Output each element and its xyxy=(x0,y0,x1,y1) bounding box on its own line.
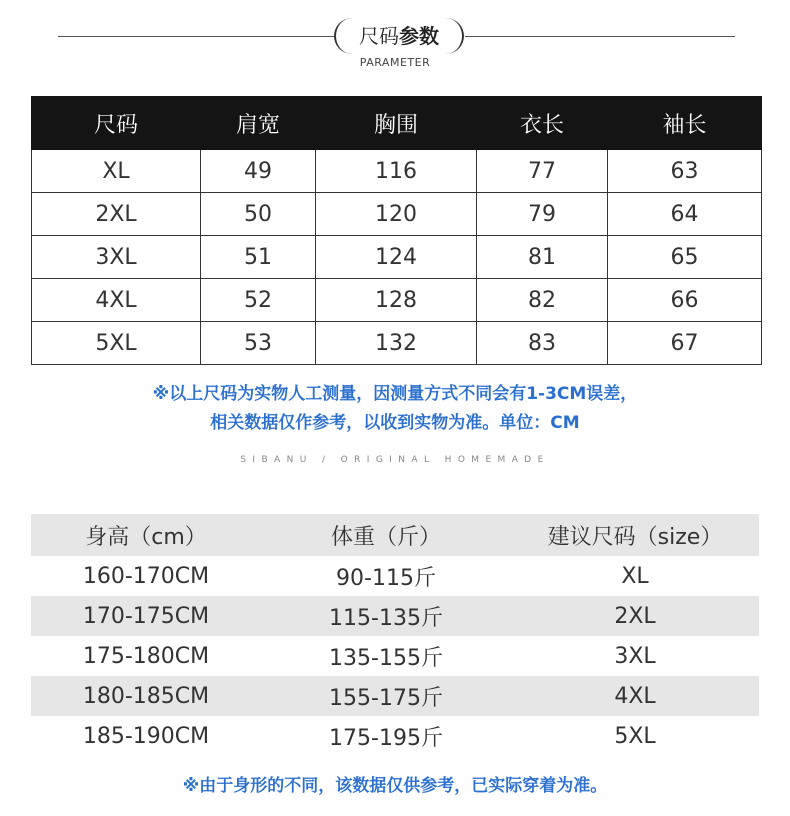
title-part-1: 尺码 xyxy=(359,24,399,48)
table-cell: 51 xyxy=(201,236,316,279)
table-cell: 160-170CM xyxy=(82,563,210,589)
table-cell: 135-155斤 xyxy=(329,645,443,671)
header-cell-height: 身高（cm） xyxy=(85,524,207,550)
title-part-2: 参数 xyxy=(399,24,439,48)
table-row xyxy=(31,636,759,676)
size-parameter-table xyxy=(31,96,762,365)
header-cell-sleeve: 袖长 xyxy=(608,97,762,150)
table-cell: 81 xyxy=(477,236,608,279)
measurement-note-line-2: 相关数据仅作参考，以收到实物为准。单位：CM xyxy=(210,413,580,433)
recommend-header-row xyxy=(31,514,759,556)
table-cell: 82 xyxy=(477,279,608,322)
header-cell-weight: 体重（斤） xyxy=(330,524,441,550)
table-row xyxy=(31,596,759,636)
header-divider-right xyxy=(465,36,735,37)
table-cell: 50 xyxy=(201,193,316,236)
table-cell: 4XL xyxy=(614,683,656,709)
section-header xyxy=(0,14,790,74)
fit-disclaimer-note: ※由于身形的不同，该数据仅供参考，已实际穿着为准。 xyxy=(182,776,608,796)
table-row xyxy=(32,193,762,236)
table-cell: 175-180CM xyxy=(82,643,210,669)
table-cell: 5XL xyxy=(614,723,656,749)
table-cell: 185-190CM xyxy=(82,723,210,749)
table-cell: 175-195斤 xyxy=(329,725,443,751)
table-cell: 66 xyxy=(608,279,762,322)
table-cell: 128 xyxy=(316,279,477,322)
table-cell: 180-185CM xyxy=(82,683,210,709)
table-cell: 4XL xyxy=(32,279,201,322)
table-row xyxy=(32,236,762,279)
table-row xyxy=(31,716,759,756)
table-cell: 79 xyxy=(477,193,608,236)
table-cell: 170-175CM xyxy=(82,603,210,629)
table-cell: XL xyxy=(32,150,201,193)
header-cell-suggested-size: 建议尺码（size） xyxy=(547,524,723,550)
table-cell: 115-135斤 xyxy=(329,605,443,631)
header-cell-size: 尺码 xyxy=(32,97,201,150)
header-divider-left xyxy=(58,36,336,37)
measurement-note xyxy=(0,380,790,438)
table-cell: 67 xyxy=(608,322,762,365)
table-cell: 63 xyxy=(608,150,762,193)
header-cell-shoulder: 肩宽 xyxy=(201,97,316,150)
table-cell: 2XL xyxy=(614,603,656,629)
table-cell: XL xyxy=(621,563,649,589)
table-cell: 2XL xyxy=(32,193,201,236)
size-table-header-row xyxy=(32,97,762,150)
table-cell: 49 xyxy=(201,150,316,193)
table-cell: 132 xyxy=(316,322,477,365)
table-cell: 3XL xyxy=(614,643,656,669)
table-cell: 120 xyxy=(316,193,477,236)
table-cell: 64 xyxy=(608,193,762,236)
header-cell-chest: 胸围 xyxy=(316,97,477,150)
table-cell: 155-175斤 xyxy=(329,685,443,711)
table-cell: 124 xyxy=(316,236,477,279)
table-cell: 83 xyxy=(477,322,608,365)
table-row xyxy=(31,676,759,716)
table-cell: 116 xyxy=(316,150,477,193)
table-cell: 90-115斤 xyxy=(336,565,436,591)
table-row xyxy=(32,279,762,322)
table-cell: 65 xyxy=(608,236,762,279)
brand-tagline: SIBANU / ORIGINAL HOMEMADE xyxy=(240,455,550,465)
table-cell: 52 xyxy=(201,279,316,322)
section-title xyxy=(334,18,464,54)
section-subtitle: PARAMETER xyxy=(359,56,431,69)
table-cell: 3XL xyxy=(32,236,201,279)
table-cell: 5XL xyxy=(32,322,201,365)
table-row xyxy=(32,322,762,365)
table-row xyxy=(32,150,762,193)
table-cell: 53 xyxy=(201,322,316,365)
measurement-note-line-1: ※以上尺码为实物人工测量，因测量方式不同会有1-3CM误差， xyxy=(152,384,638,404)
size-recommendation-table xyxy=(31,514,759,756)
table-row xyxy=(31,556,759,596)
header-cell-length: 衣长 xyxy=(477,97,608,150)
table-cell: 77 xyxy=(477,150,608,193)
